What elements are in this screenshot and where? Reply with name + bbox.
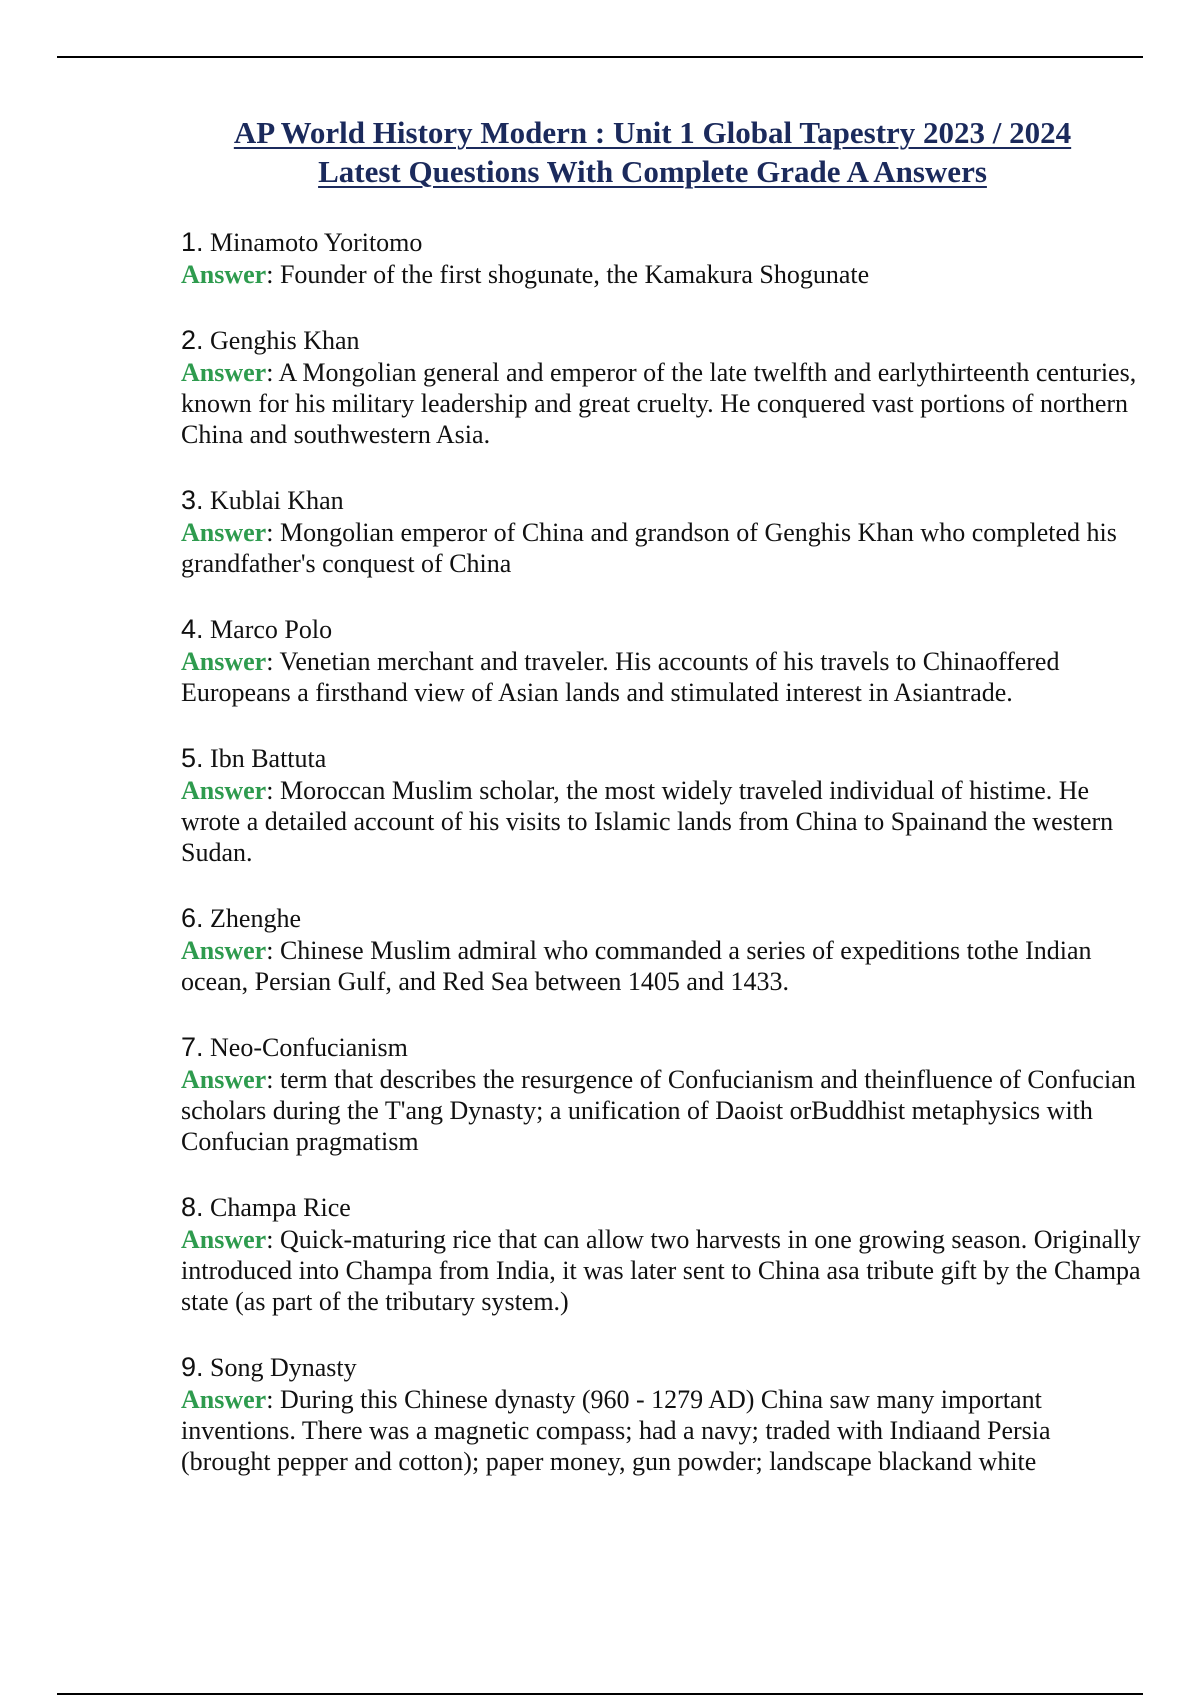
qa-item-5 — [181, 742, 1141, 868]
question-term: Minamoto Yoritomo — [210, 228, 423, 257]
answer-label: Answer — [181, 260, 267, 289]
question-number: 3. — [181, 485, 204, 515]
answer-line: Answer: Chinese Muslim admiral who commanded a series of expeditions tothe Indian ocean, Persian Gulf, and Red Sea between 1405 and 1433. — [181, 936, 1092, 996]
footer-divider — [57, 1693, 1143, 1695]
qa-item-1 — [181, 226, 1141, 290]
answer-line: Answer: During this Chinese dynasty (960 - 1279 AD) China saw many important inventions. There was a magnetic compass; had a navy; traded with Indiaand Persia (brought pepper and cotton); paper money, gun powder; landscape blackand white — [181, 1385, 1051, 1476]
answer-label: Answer — [181, 518, 267, 547]
title-line-1: AP World History Modern : Unit 1 Global Tapestry 2023 / 2024 — [233, 115, 1072, 150]
qa-item-7 — [181, 1031, 1141, 1157]
header-divider — [57, 56, 1143, 58]
question-line — [181, 226, 1141, 259]
question-line — [181, 742, 1141, 775]
question-number: 8. — [181, 1192, 204, 1222]
answer-label: Answer — [181, 1385, 267, 1414]
answer-line: Answer: term that describes the resurgence of Confucianism and theinfluence of Confucian scholars during the T'ang Dynasty; a unification of Daoist orBuddhist metaphysics with Confucian pragmatism — [181, 1065, 1136, 1156]
question-line — [181, 1191, 1141, 1224]
question-number: 9. — [181, 1352, 204, 1382]
answer-line: Answer: Quick-maturing rice that can allow two harvests in one growing season. Originally introduced into Champa from India, it was later sent to China asa tribute gift by the Champa state (as part of the tributary system.) — [181, 1225, 1141, 1316]
qa-item-2 — [181, 324, 1141, 450]
answer-line: Answer: A Mongolian general and emperor of the late twelfth and earlythirteenth centuries, known for his military leadership and great cruelty. He conquered vast portions of northern China and southwestern Asia. — [181, 358, 1137, 449]
answer-text: term that describes the resurgence of Confucianism and theinfluence of Confucian scholars during the T'ang Dynasty; a unification of Daoist orBuddhist metaphysics with Confucian pragmatism — [181, 1065, 1136, 1156]
answer-line: Answer: Moroccan Muslim scholar, the most widely traveled individual of histime. He wrote a detailed account of his visits to Islamic lands from China to Spainand the western Sudan. — [181, 776, 1114, 867]
title-line-2: Latest Questions With Complete Grade A Answers — [318, 154, 987, 189]
question-term: Zhenghe — [210, 904, 301, 933]
question-line — [181, 902, 1141, 935]
answer-label: Answer — [181, 1225, 267, 1254]
answer-text: Mongolian emperor of China and grandson of Genghis Khan who completed his grandfather's conquest of China — [181, 518, 1117, 578]
question-term: Neo-Confucianism — [210, 1033, 408, 1062]
question-number: 2. — [181, 325, 204, 355]
question-term: Marco Polo — [210, 615, 333, 644]
question-number: 6. — [181, 903, 204, 933]
answer-line: Answer: Founder of the first shogunate, the Kamakura Shogunate — [181, 260, 870, 289]
question-term: Ibn Battuta — [210, 744, 327, 773]
question-number: 1. — [181, 227, 204, 257]
answer-label: Answer — [181, 776, 267, 805]
question-number: 5. — [181, 743, 204, 773]
question-term: Song Dynasty — [210, 1353, 357, 1382]
answer-line: Answer: Venetian merchant and traveler. His accounts of his travels to Chinaoffered Europeans a firsthand view of Asian lands and stimulated interest in Asiantrade. — [181, 647, 1060, 707]
answer-line: Answer: Mongolian emperor of China and grandson of Genghis Khan who completed his grandfather's conquest of China — [181, 518, 1117, 578]
question-list — [181, 226, 1141, 1511]
answer-text: Moroccan Muslim scholar, the most widely traveled individual of histime. He wrote a detailed account of his visits to Islamic lands from China to Spainand the western Sudan. — [181, 776, 1114, 867]
answer-label: Answer — [181, 1065, 267, 1094]
question-line — [181, 1031, 1141, 1064]
answer-text: Venetian merchant and traveler. His accounts of his travels to Chinaoffered Europeans a firsthand view of Asian lands and stimulated interest in Asiantrade. — [181, 647, 1060, 707]
qa-item-3 — [181, 484, 1141, 579]
question-term: Champa Rice — [210, 1193, 351, 1222]
answer-label: Answer — [181, 358, 267, 387]
answer-text: During this Chinese dynasty (960 - 1279 AD) China saw many important inventions. There was a magnetic compass; had a navy; traded with Indiaand Persia (brought pepper and cotton); paper money, gun powder; landscape blackand white — [181, 1385, 1051, 1476]
qa-item-8 — [181, 1191, 1141, 1317]
question-line — [181, 613, 1141, 646]
answer-text: A Mongolian general and emperor of the late twelfth and earlythirteenth centuries, known for his military leadership and great cruelty. He conquered vast portions of northern China and southwestern Asia. — [181, 358, 1137, 449]
qa-item-9 — [181, 1351, 1141, 1477]
question-term: Genghis Khan — [210, 326, 360, 355]
answer-text: Founder of the first shogunate, the Kamakura Shogunate — [279, 260, 870, 289]
answer-label: Answer — [181, 647, 267, 676]
answer-text: Quick-maturing rice that can allow two harvests in one growing season. Originally introduced into Champa from India, it was later sent to China asa tribute gift by the Champa state (as part of the tributary system.) — [181, 1225, 1141, 1316]
qa-item-6 — [181, 902, 1141, 997]
question-line — [181, 1351, 1141, 1384]
page-title — [140, 113, 1165, 191]
qa-item-4 — [181, 613, 1141, 708]
question-term: Kublai Khan — [210, 486, 344, 515]
answer-label: Answer — [181, 936, 267, 965]
question-number: 7. — [181, 1032, 204, 1062]
question-line — [181, 324, 1141, 357]
question-line — [181, 484, 1141, 517]
answer-text: Chinese Muslim admiral who commanded a series of expeditions tothe Indian ocean, Persian Gulf, and Red Sea between 1405 and 1433. — [181, 936, 1092, 996]
question-number: 4. — [181, 614, 204, 644]
